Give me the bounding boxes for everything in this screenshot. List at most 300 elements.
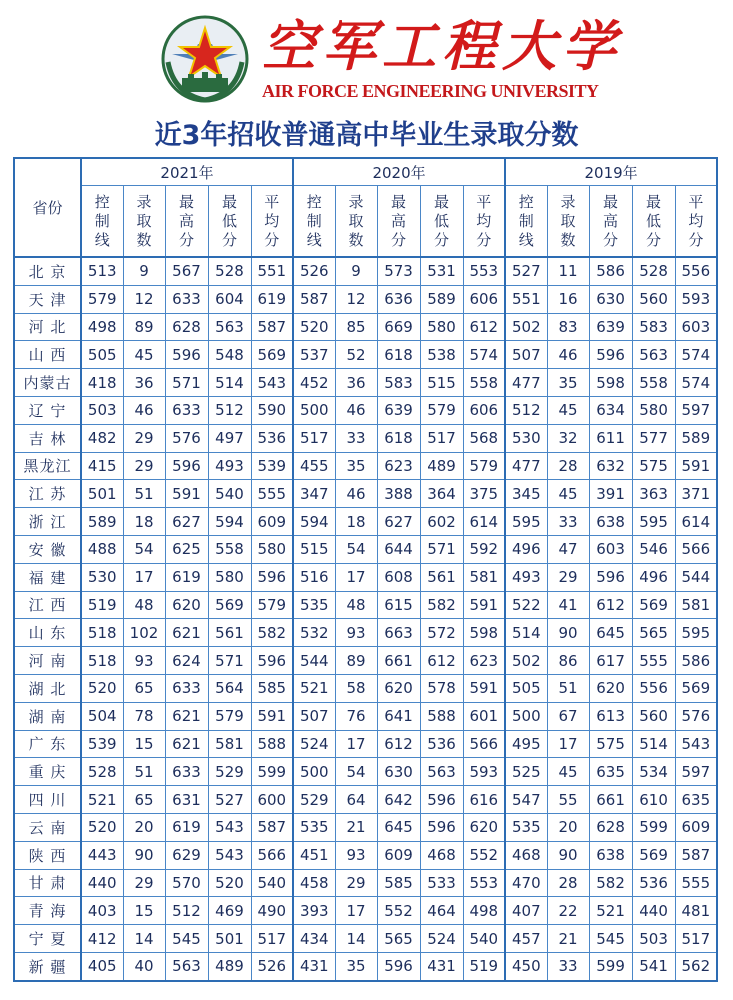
score-cell: 28 — [547, 869, 589, 897]
score-cell: 364 — [420, 480, 463, 508]
province-cell: 吉 林 — [14, 424, 81, 452]
score-cell: 477 — [505, 369, 547, 397]
page-header — [0, 0, 733, 112]
score-cell: 564 — [208, 674, 251, 702]
score-cell: 28 — [547, 452, 589, 480]
province-cell: 江 西 — [14, 591, 81, 619]
province-cell: 河 北 — [14, 313, 81, 341]
score-cell: 35 — [335, 452, 377, 480]
score-cell: 65 — [123, 786, 165, 814]
score-cell: 54 — [123, 535, 165, 563]
province-cell: 湖 北 — [14, 674, 81, 702]
table-row — [14, 869, 717, 897]
score-cell: 440 — [632, 897, 675, 925]
province-cell: 天 津 — [14, 285, 81, 313]
score-cell: 580 — [251, 535, 293, 563]
score-cell: 558 — [208, 535, 251, 563]
score-cell: 555 — [632, 647, 675, 675]
score-cell: 528 — [632, 257, 675, 285]
score-cell: 562 — [675, 952, 717, 980]
score-cell: 645 — [377, 813, 420, 841]
table-row — [14, 813, 717, 841]
score-cell: 55 — [547, 786, 589, 814]
table-row — [14, 313, 717, 341]
score-cell: 500 — [505, 702, 547, 730]
score-cell: 602 — [420, 508, 463, 536]
column-header-label: 最高分 — [178, 192, 194, 249]
score-cell: 641 — [377, 702, 420, 730]
table-row — [14, 897, 717, 925]
score-cell: 569 — [632, 841, 675, 869]
column-header — [589, 186, 632, 258]
province-cell: 宁 夏 — [14, 925, 81, 953]
score-cell: 627 — [165, 508, 208, 536]
score-cell: 450 — [505, 952, 547, 980]
score-cell: 22 — [547, 897, 589, 925]
score-cell: 64 — [335, 786, 377, 814]
score-cell: 431 — [293, 952, 335, 980]
score-cell: 29 — [547, 563, 589, 591]
score-cell: 606 — [463, 285, 505, 313]
score-cell: 405 — [81, 952, 123, 980]
province-cell: 浙 江 — [14, 508, 81, 536]
score-cell: 603 — [675, 313, 717, 341]
score-cell: 573 — [377, 257, 420, 285]
score-cell: 12 — [335, 285, 377, 313]
column-header-label: 平均分 — [688, 192, 704, 249]
province-cell: 辽 宁 — [14, 396, 81, 424]
score-cell: 503 — [81, 396, 123, 424]
score-cell: 599 — [251, 758, 293, 786]
table-row — [14, 257, 717, 285]
score-cell: 529 — [208, 758, 251, 786]
score-cell: 576 — [675, 702, 717, 730]
score-cell: 613 — [589, 702, 632, 730]
score-cell: 631 — [165, 786, 208, 814]
score-cell: 591 — [251, 702, 293, 730]
column-header — [547, 186, 589, 258]
score-cell: 661 — [377, 647, 420, 675]
column-header — [377, 186, 420, 258]
score-cell: 561 — [420, 563, 463, 591]
admission-score-table-container — [13, 157, 716, 982]
score-cell: 393 — [293, 897, 335, 925]
score-cell: 504 — [81, 702, 123, 730]
score-cell: 15 — [123, 897, 165, 925]
score-cell: 628 — [589, 813, 632, 841]
score-cell: 45 — [547, 758, 589, 786]
score-cell: 528 — [81, 758, 123, 786]
score-cell: 577 — [632, 424, 675, 452]
province-cell: 山 西 — [14, 341, 81, 369]
score-cell: 568 — [463, 424, 505, 452]
score-cell: 566 — [251, 841, 293, 869]
score-cell: 513 — [81, 257, 123, 285]
score-cell: 560 — [632, 702, 675, 730]
score-cell: 514 — [505, 619, 547, 647]
score-cell: 90 — [547, 841, 589, 869]
score-cell: 48 — [123, 591, 165, 619]
score-cell: 502 — [505, 313, 547, 341]
table-row — [14, 925, 717, 953]
score-cell: 593 — [463, 758, 505, 786]
score-cell: 51 — [123, 758, 165, 786]
score-cell: 85 — [335, 313, 377, 341]
score-cell: 594 — [208, 508, 251, 536]
column-header-label: 最高分 — [391, 192, 407, 249]
score-cell: 569 — [675, 674, 717, 702]
score-cell: 33 — [335, 424, 377, 452]
score-cell: 553 — [463, 257, 505, 285]
score-cell: 663 — [377, 619, 420, 647]
score-cell: 633 — [165, 758, 208, 786]
score-cell: 488 — [81, 535, 123, 563]
score-cell: 586 — [589, 257, 632, 285]
score-cell: 90 — [123, 841, 165, 869]
score-cell: 571 — [208, 647, 251, 675]
score-cell: 17 — [335, 563, 377, 591]
score-cell: 530 — [81, 563, 123, 591]
score-cell: 371 — [675, 480, 717, 508]
score-cell: 621 — [165, 702, 208, 730]
score-cell: 502 — [505, 647, 547, 675]
score-cell: 574 — [675, 341, 717, 369]
column-header — [335, 186, 377, 258]
score-cell: 29 — [123, 869, 165, 897]
score-cell: 555 — [675, 869, 717, 897]
column-header — [463, 186, 505, 258]
score-cell: 527 — [208, 786, 251, 814]
score-cell: 65 — [123, 674, 165, 702]
score-cell: 58 — [335, 674, 377, 702]
score-cell: 596 — [377, 952, 420, 980]
score-cell: 620 — [589, 674, 632, 702]
score-cell: 345 — [505, 480, 547, 508]
score-cell: 412 — [81, 925, 123, 953]
score-cell: 51 — [547, 674, 589, 702]
score-cell: 17 — [123, 563, 165, 591]
score-cell: 610 — [632, 786, 675, 814]
score-cell: 29 — [335, 869, 377, 897]
score-cell: 520 — [208, 869, 251, 897]
score-cell: 526 — [293, 257, 335, 285]
score-cell: 517 — [251, 925, 293, 953]
score-cell: 14 — [123, 925, 165, 953]
score-cell: 633 — [165, 285, 208, 313]
score-cell: 503 — [632, 925, 675, 953]
score-cell: 558 — [632, 369, 675, 397]
score-cell: 619 — [165, 563, 208, 591]
province-cell: 内蒙古 — [14, 369, 81, 397]
table-row — [14, 730, 717, 758]
score-cell: 54 — [335, 535, 377, 563]
score-cell: 505 — [81, 341, 123, 369]
score-cell: 440 — [81, 869, 123, 897]
score-cell: 551 — [505, 285, 547, 313]
score-cell: 624 — [165, 647, 208, 675]
score-cell: 541 — [632, 952, 675, 980]
year-header: 2021年 — [81, 158, 293, 186]
score-cell: 565 — [632, 619, 675, 647]
score-cell: 535 — [505, 813, 547, 841]
score-cell: 347 — [293, 480, 335, 508]
score-cell: 543 — [208, 841, 251, 869]
score-cell: 514 — [632, 730, 675, 758]
table-row — [14, 424, 717, 452]
score-cell: 585 — [251, 674, 293, 702]
score-cell: 591 — [165, 480, 208, 508]
score-cell: 606 — [463, 396, 505, 424]
column-header — [420, 186, 463, 258]
column-header — [293, 186, 335, 258]
table-row — [14, 480, 717, 508]
score-cell: 578 — [420, 674, 463, 702]
score-cell: 498 — [463, 897, 505, 925]
table-row — [14, 341, 717, 369]
score-cell: 598 — [589, 369, 632, 397]
score-cell: 544 — [293, 647, 335, 675]
score-cell: 537 — [293, 341, 335, 369]
score-cell: 33 — [547, 952, 589, 980]
score-cell: 570 — [165, 869, 208, 897]
score-cell: 496 — [632, 563, 675, 591]
score-cell: 612 — [377, 730, 420, 758]
score-cell: 619 — [165, 813, 208, 841]
score-cell: 571 — [420, 535, 463, 563]
score-cell: 582 — [589, 869, 632, 897]
table-row — [14, 563, 717, 591]
score-cell: 567 — [165, 257, 208, 285]
score-cell: 638 — [589, 508, 632, 536]
score-cell: 452 — [293, 369, 335, 397]
score-cell: 12 — [123, 285, 165, 313]
score-cell: 561 — [208, 619, 251, 647]
score-cell: 46 — [335, 396, 377, 424]
page-title: 近3年招收普通高中毕业生录取分数 — [154, 120, 579, 151]
province-cell: 安 徽 — [14, 535, 81, 563]
score-cell: 512 — [208, 396, 251, 424]
score-cell: 614 — [675, 508, 717, 536]
score-cell: 616 — [463, 786, 505, 814]
score-cell: 589 — [675, 424, 717, 452]
score-cell: 515 — [420, 369, 463, 397]
score-cell: 21 — [335, 813, 377, 841]
score-cell: 501 — [208, 925, 251, 953]
score-cell: 630 — [377, 758, 420, 786]
column-header-label: 录取数 — [348, 192, 364, 249]
score-cell: 403 — [81, 897, 123, 925]
score-cell: 581 — [675, 591, 717, 619]
score-cell: 618 — [377, 424, 420, 452]
score-cell: 52 — [335, 341, 377, 369]
score-cell: 591 — [463, 674, 505, 702]
score-cell: 45 — [123, 341, 165, 369]
score-cell: 569 — [208, 591, 251, 619]
score-cell: 93 — [335, 841, 377, 869]
table-row — [14, 285, 717, 313]
column-header — [165, 186, 208, 258]
score-cell: 520 — [293, 313, 335, 341]
score-cell: 597 — [675, 758, 717, 786]
score-cell: 583 — [632, 313, 675, 341]
score-cell: 468 — [420, 841, 463, 869]
score-cell: 500 — [293, 396, 335, 424]
province-cell: 山 东 — [14, 619, 81, 647]
score-cell: 418 — [81, 369, 123, 397]
score-cell: 86 — [547, 647, 589, 675]
score-cell: 496 — [505, 535, 547, 563]
score-cell: 46 — [547, 341, 589, 369]
score-cell: 431 — [420, 952, 463, 980]
column-header — [123, 186, 165, 258]
score-cell: 558 — [463, 369, 505, 397]
province-header: 省份 — [14, 158, 81, 257]
score-cell: 517 — [675, 925, 717, 953]
university-name-en: AIR FORCE ENGINEERING UNIVERSITY — [262, 81, 599, 101]
score-cell: 363 — [632, 480, 675, 508]
score-cell: 489 — [208, 952, 251, 980]
score-cell: 596 — [165, 341, 208, 369]
column-header-label: 最低分 — [221, 192, 237, 249]
score-cell: 36 — [335, 369, 377, 397]
score-cell: 595 — [632, 508, 675, 536]
score-cell: 566 — [463, 730, 505, 758]
score-cell: 528 — [208, 257, 251, 285]
score-cell: 391 — [589, 480, 632, 508]
score-cell: 526 — [251, 952, 293, 980]
score-cell: 611 — [589, 424, 632, 452]
score-cell: 54 — [335, 758, 377, 786]
score-cell: 598 — [463, 619, 505, 647]
province-cell: 北 京 — [14, 257, 81, 285]
province-cell: 陕 西 — [14, 841, 81, 869]
score-cell: 587 — [251, 813, 293, 841]
score-cell: 639 — [589, 313, 632, 341]
score-cell: 45 — [547, 480, 589, 508]
score-cell: 490 — [251, 897, 293, 925]
score-cell: 609 — [377, 841, 420, 869]
score-cell: 51 — [123, 480, 165, 508]
score-cell: 520 — [81, 813, 123, 841]
score-cell: 493 — [208, 452, 251, 480]
score-cell: 594 — [293, 508, 335, 536]
score-cell: 609 — [675, 813, 717, 841]
score-cell: 623 — [377, 452, 420, 480]
score-cell: 443 — [81, 841, 123, 869]
score-cell: 90 — [547, 619, 589, 647]
score-cell: 544 — [675, 563, 717, 591]
score-cell: 612 — [463, 313, 505, 341]
score-cell: 596 — [165, 452, 208, 480]
score-cell: 505 — [505, 674, 547, 702]
score-cell: 545 — [165, 925, 208, 953]
table-row — [14, 591, 717, 619]
province-cell: 广 东 — [14, 730, 81, 758]
score-cell: 625 — [165, 535, 208, 563]
province-cell: 新 疆 — [14, 952, 81, 980]
province-cell: 黑龙江 — [14, 452, 81, 480]
score-cell: 572 — [420, 619, 463, 647]
column-header-label: 平均分 — [476, 192, 492, 249]
score-cell: 588 — [251, 730, 293, 758]
score-cell: 563 — [420, 758, 463, 786]
column-header-label: 控制线 — [518, 192, 534, 249]
score-cell: 495 — [505, 730, 547, 758]
table-row — [14, 702, 717, 730]
score-cell: 620 — [377, 674, 420, 702]
score-cell: 536 — [632, 869, 675, 897]
score-cell: 582 — [251, 619, 293, 647]
score-cell: 591 — [463, 591, 505, 619]
score-cell: 18 — [335, 508, 377, 536]
province-cell: 河 南 — [14, 647, 81, 675]
score-cell: 592 — [463, 535, 505, 563]
score-cell: 596 — [420, 813, 463, 841]
score-cell: 635 — [589, 758, 632, 786]
score-cell: 571 — [165, 369, 208, 397]
score-cell: 595 — [675, 619, 717, 647]
score-cell: 539 — [251, 452, 293, 480]
score-cell: 540 — [251, 869, 293, 897]
score-cell: 89 — [335, 647, 377, 675]
score-cell: 489 — [420, 452, 463, 480]
score-cell: 587 — [293, 285, 335, 313]
score-cell: 519 — [81, 591, 123, 619]
score-cell: 612 — [589, 591, 632, 619]
score-cell: 521 — [81, 786, 123, 814]
year-header: 2019年 — [505, 158, 717, 186]
score-cell: 639 — [377, 396, 420, 424]
score-cell: 582 — [420, 591, 463, 619]
score-cell: 623 — [463, 647, 505, 675]
score-cell: 533 — [420, 869, 463, 897]
table-row — [14, 452, 717, 480]
column-header-label: 最低分 — [434, 192, 450, 249]
score-cell: 20 — [123, 813, 165, 841]
score-cell: 33 — [547, 508, 589, 536]
score-cell: 608 — [377, 563, 420, 591]
year-header: 2020年 — [293, 158, 505, 186]
table-row — [14, 508, 717, 536]
score-cell: 644 — [377, 535, 420, 563]
table-row — [14, 786, 717, 814]
score-cell: 29 — [123, 452, 165, 480]
score-cell: 583 — [377, 369, 420, 397]
score-cell: 539 — [81, 730, 123, 758]
score-cell: 102 — [123, 619, 165, 647]
score-cell: 477 — [505, 452, 547, 480]
score-cell: 16 — [547, 285, 589, 313]
score-cell: 434 — [293, 925, 335, 953]
score-cell: 83 — [547, 313, 589, 341]
column-header-label: 控制线 — [306, 192, 322, 249]
score-cell: 563 — [165, 952, 208, 980]
score-cell: 553 — [463, 869, 505, 897]
table-row — [14, 535, 717, 563]
score-cell: 629 — [165, 841, 208, 869]
score-cell: 525 — [505, 758, 547, 786]
score-cell: 543 — [675, 730, 717, 758]
score-cell: 415 — [81, 452, 123, 480]
score-cell: 35 — [335, 952, 377, 980]
score-cell: 556 — [632, 674, 675, 702]
province-cell: 福 建 — [14, 563, 81, 591]
score-cell: 519 — [463, 952, 505, 980]
score-cell: 535 — [293, 591, 335, 619]
score-cell: 600 — [251, 786, 293, 814]
province-cell: 江 苏 — [14, 480, 81, 508]
score-cell: 620 — [165, 591, 208, 619]
